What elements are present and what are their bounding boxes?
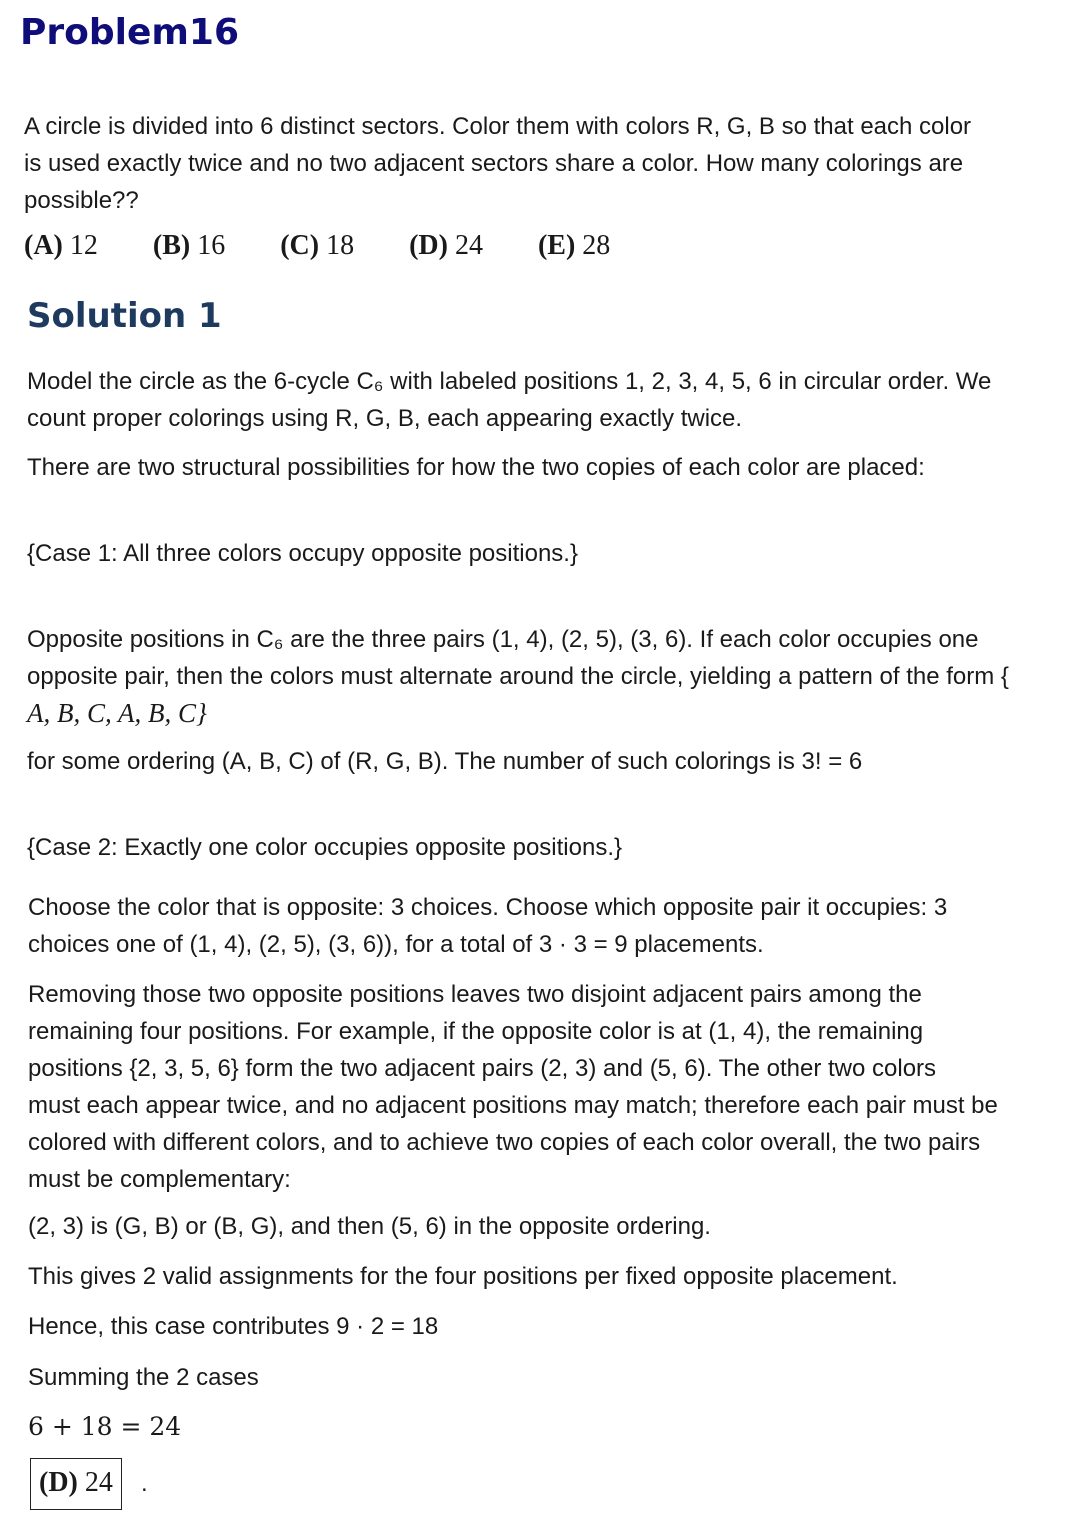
final-answer-value: 24 bbox=[84, 1467, 113, 1498]
text-line: must each appear twice, and no adjacent positions may match; therefore each pair must be bbox=[28, 1092, 998, 1119]
summing-line: Summing the 2 cases bbox=[28, 1364, 259, 1391]
case2-choose bbox=[28, 889, 1068, 963]
pattern-line: A, B, C, A, B, C} bbox=[27, 698, 207, 728]
text-line: Opposite positions in C₆ are the three pairs (1, 4), (2, 5), (3, 6). If each color occupies one bbox=[27, 626, 979, 653]
choice-a: (A) 12 bbox=[24, 230, 98, 261]
case2-heading: {Case 2: Exactly one color occupies opposite positions.} bbox=[27, 834, 623, 861]
case2-ordering: (2, 3) is (G, B) or (B, G), and then (5, 6) in the opposite ordering. bbox=[28, 1213, 711, 1240]
structure-paragraph: There are two structural possibilities for how the two copies of each color are placed: bbox=[27, 454, 925, 481]
final-period: . bbox=[141, 1470, 148, 1497]
text-line: must be complementary: bbox=[28, 1166, 291, 1193]
case2-removing bbox=[28, 976, 1068, 1198]
problem-statement bbox=[24, 108, 1069, 219]
solution-heading: Solution 1 bbox=[27, 296, 222, 336]
text-line: opposite pair, then the colors must alternate around the circle, yielding a pattern of the form { bbox=[27, 663, 1009, 690]
text-line: colored with different colors, and to achieve two copies of each color overall, the two pairs bbox=[28, 1129, 981, 1156]
case2-hence: Hence, this case contributes 9 · 2 = 18 bbox=[28, 1313, 439, 1340]
case1-body bbox=[27, 621, 1067, 732]
solution-intro bbox=[27, 363, 1067, 437]
case1-heading: {Case 1: All three colors occupy opposite positions.} bbox=[27, 540, 578, 567]
problem-line: possible?? bbox=[24, 187, 139, 214]
problem-line: A circle is divided into 6 distinct sectors. Color them with colors R, G, B so that each color bbox=[24, 113, 972, 140]
choice-e: (E) 28 bbox=[537, 230, 611, 261]
text-line: count proper colorings using R, G, B, each appearing exactly twice. bbox=[27, 405, 743, 432]
case2-gives: This gives 2 valid assignments for the four positions per fixed opposite placement. bbox=[28, 1263, 898, 1290]
choice-d: (D) 24 bbox=[409, 230, 483, 261]
choice-b: (B) 16 bbox=[152, 230, 226, 261]
final-answer-letter: (D) bbox=[39, 1467, 78, 1498]
text-line: choices one of (1, 4), (2, 5), (3, 6)), for a total of 3 · 3 = 9 placements. bbox=[28, 931, 764, 958]
answer-choices bbox=[24, 230, 658, 262]
problem-line: is used exactly twice and no two adjacent sectors share a color. How many colorings are bbox=[24, 150, 964, 177]
final-answer-box bbox=[30, 1458, 122, 1510]
choice-c: (C) 18 bbox=[280, 230, 355, 261]
sum-equation: 6 + 18 = 24 bbox=[28, 1412, 182, 1441]
case1-result: for some ordering (A, B, C) of (R, G, B). The number of such colorings is 3! = 6 bbox=[27, 748, 863, 775]
text-line: Removing those two opposite positions leaves two disjoint adjacent pairs among the bbox=[28, 981, 922, 1008]
text-line: remaining four positions. For example, if the opposite color is at (1, 4), the remaining bbox=[28, 1018, 924, 1045]
page-title: Problem16 bbox=[20, 12, 240, 53]
text-line: positions {2, 3, 5, 6} form the two adjacent pairs (2, 3) and (5, 6). The other two colors bbox=[28, 1055, 937, 1082]
text-line: Choose the color that is opposite: 3 choices. Choose which opposite pair it occupies: 3 bbox=[28, 894, 948, 921]
text-line: Model the circle as the 6-cycle C₆ with labeled positions 1, 2, 3, 4, 5, 6 in circular order. We bbox=[27, 368, 992, 395]
